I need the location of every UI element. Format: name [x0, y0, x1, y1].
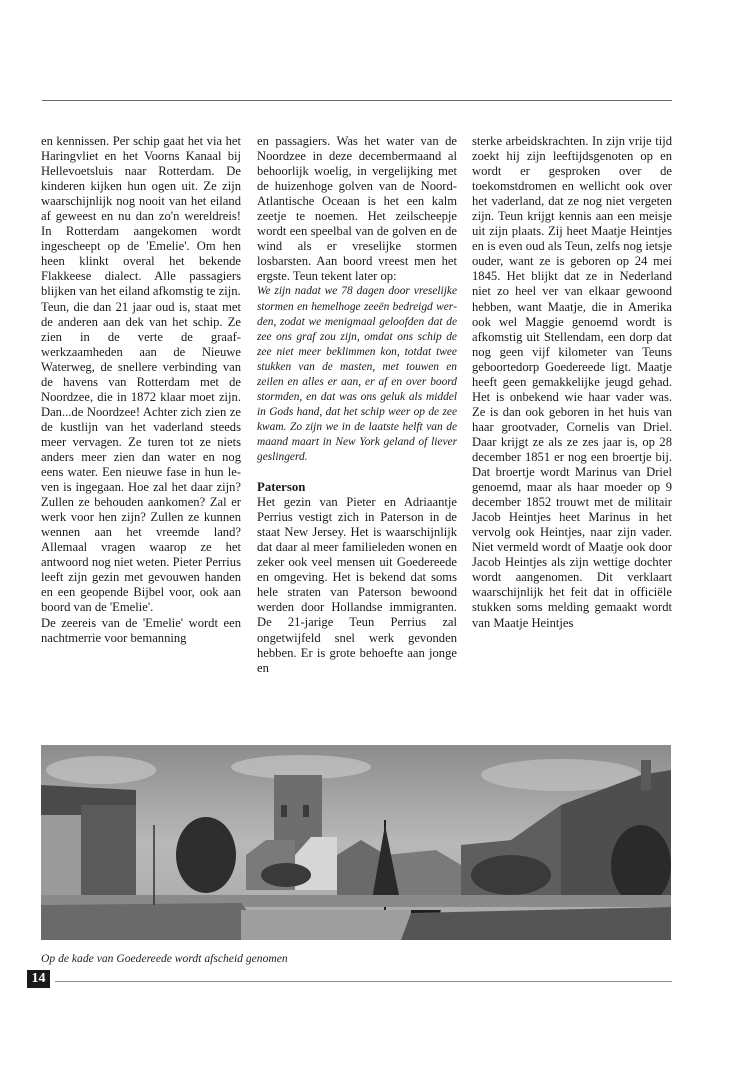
section-heading: Paterson — [257, 480, 306, 495]
header-rule — [42, 100, 672, 101]
quote-paragraph: We zijn nadat we 78 dagen door vreselijke stormen en hemelhoge zeeën bedreigd werden, zodat we menigmaal geloofden dat de zee ons graf zou zijn, omdat ons schip de zee niet meer beklimmen kon, totdat twee stukken van de masten, met touwen en zeilen en alles er aan, er af en over boord stormden, en dat was ons geluk als middel in Gods hand, dat het schip weer op de zee kwam. Zo zijn we in de laatste helft van de maand maart in New York geland of liever geslingerd. — [257, 285, 457, 463]
text-column-3 — [472, 134, 672, 631]
paragraph: De zeereis van de 'Emelie' wordt een nachtmerrie voor bemanning — [41, 615, 241, 645]
text-column-2 — [257, 134, 457, 676]
paragraph: en kennissen. Per schip gaat het via het Haringvliet en het Voorns Kanaal bij Hellevoetsluis naar Rotterdam. De kinderen kijken hun ogen uit. Ze zijn waarschijnlijk nog nooit van het eiland af geweest en nu dan zo'n wereldreis! In Rotterdam aangekomen wordt ingescheept op de 'Emelie'. Om hen heen klinkt overal het bekende Flakkeese dialect. Alle passagiers blijken van het eiland afkomstig te zijn. — [41, 134, 241, 299]
paragraph: sterke arbeidskrachten. In zijn vrije tijd zoekt hij zijn leeftijdsgenoten op en wordt er gesproken over de toekomstdromen en wellicht ook over het vaderland, dat ze nog niet vergeten zijn. Teun krijgt kennis aan een meisje uit zijn plaats. Zij heet Maatje Heintjes en is even oud als Teun, zelfs nog ietsje ouder, want ze is geboren op 24 mei 1845. Het blijkt dat ze in Nederland niet zo heel ver van elkaar gewoond hebben, want Maatje, die in Amerika ook wel Maggie genoemd wordt is afkomstig uit Stellendam, een dorp dat nog geen vijf kilometer van Teuns geboortedorp Goedereede ligt. Maatje heeft geen gemakkelijke jeugd gehad. Het is onbekend wie haar vader was. Ze is dan ook geboren in het huis van haar grootvader, Cornelis van Driel. Daar krijgt ze als ze zes jaar is, op 28 december 1851 er nog een broertje bij. Dat broertje wordt Marinus van Driel genoemd, maar als haar moeder op 9 december 1852 trouwt met de militair Jacob Heintjes heet Marinus in het vervolg ook Heintjes, naar zijn vader. Niet vermeld wordt of Maatje ook door Jacob Heintjes als zijn wettige dochter wordt aangenomen. Dit verklaart waarschijnlijk het feit dat in officiële stukken soms melding gemaakt wordt van Maatje Heintjes — [472, 134, 672, 630]
photo-illustration — [41, 745, 671, 940]
paragraph: Het gezin van Pieter en Adriaantje Perrius vestigt zich in Paterson in de staat New Jersey. Het is waarschijnlijk dat daar al meer familieleden wonen en zeker ook veel mensen uit Goedereede en omgeving. Het is bekend dat soms hele straten van Paterson bewoond werden door Hollandse immigranten. De 21-jarige Teun Perrius zal ongetwijfeld snel werk gevonden hebben. Er is grote behoefte aan jonge en — [257, 495, 457, 675]
footer-rule — [55, 981, 672, 982]
photo-caption: Op de kade van Goedereede wordt afscheid genomen — [41, 952, 288, 965]
text-column-1 — [41, 134, 241, 646]
page-number: 14 — [27, 970, 50, 988]
harbour-photo — [41, 745, 671, 940]
paragraph: Teun, die dan 21 jaar oud is, staat met de anderen aan dek van het schip. Ze zien in de verte de graafwerkzaamheden aan de Nieuwe Waterweg, de snellere verbinding van de havens van Rotterdam met de Noordzee, die in 1872 klaar moet zijn. Dan...de Noordzee! Achter zich zien ze de kustlijn van het vaderland steeds meer vervagen. Ze turen tot ze niets anders meer zien dan water en nog eens water. Een nieuwe fase in hun leven is ingegaan. Hoe zal het daar zijn? Zullen ze behouden aankomen? Zal er werk voor hen zijn? Zullen ze kunnen wennen aan het vreemde land? Allemaal vragen waarop ze het antwoord nog niet weten. Pieter Perrius leeft zijn gezin met gevouwen handen en een geopende Bijbel voor, ook aan boord van de 'Emelie'. — [41, 299, 241, 615]
paragraph: en passagiers. Was het water van de Noordzee in deze decembermaand al behoorlijk woelig, in vergelijking met de huizenhoge golven van de Noord-Atlantische Oceaan is het een kalm zeetje te noemen. Het zeilscheepje wordt een speelbal van de golven en de wind als er vreselijke stormen losbarsten. Aan boord vreest men het ergste. Teun tekent later op: — [257, 134, 457, 284]
